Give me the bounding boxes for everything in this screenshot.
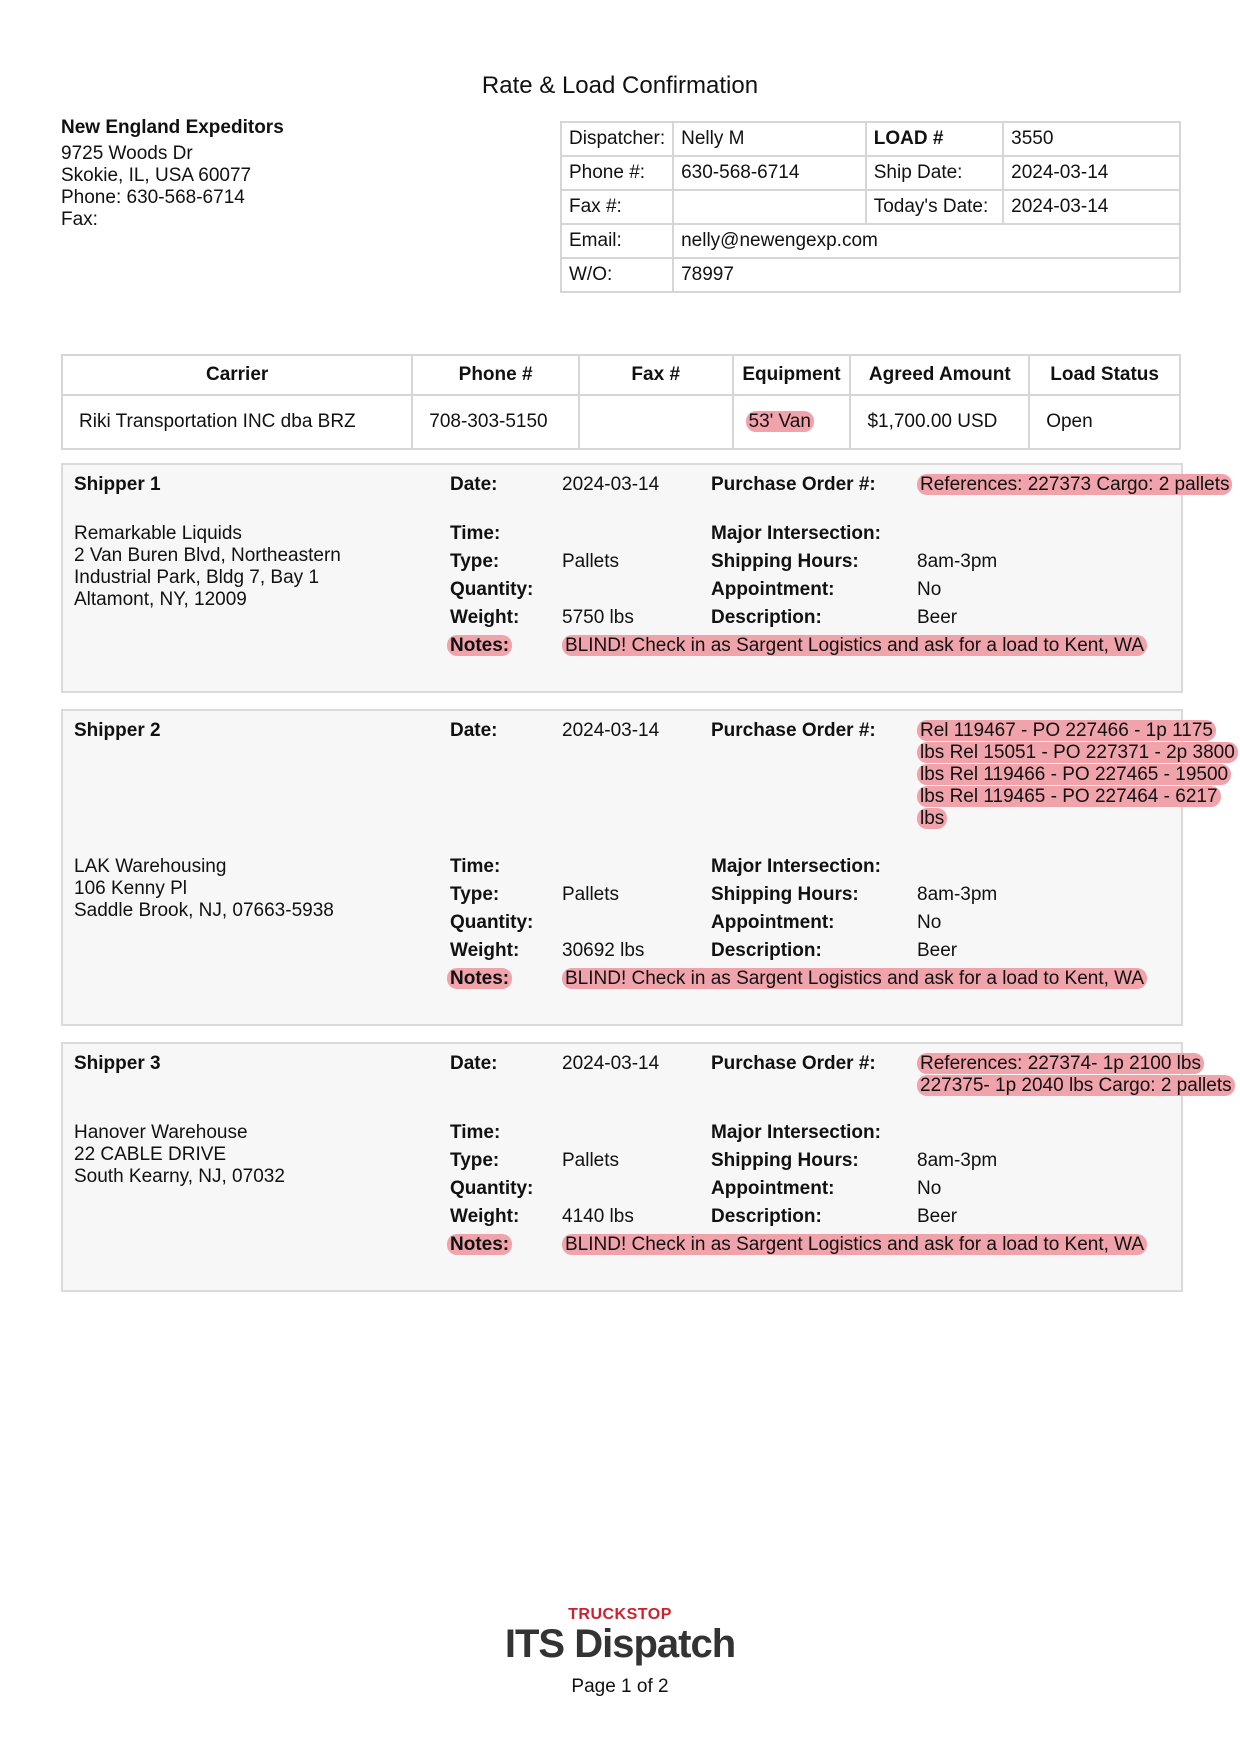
fax-value	[673, 190, 866, 224]
po-label: Purchase Order #:	[711, 1053, 876, 1074]
major-intersection-label: Major Intersection:	[711, 856, 881, 877]
date-value: 2024-03-14	[562, 474, 660, 495]
description-label: Description:	[711, 1206, 822, 1227]
notes-value: BLIND! Check in as Sargent Logistics and ask for a load to Kent, WA	[562, 1234, 1147, 1255]
type-label: Type:	[450, 1150, 500, 1171]
notes-value: BLIND! Check in as Sargent Logistics and ask for a load to Kent, WA	[562, 968, 1147, 989]
shipper-address	[74, 856, 334, 922]
col-carrier: Carrier	[62, 355, 412, 395]
fax-label: Fax #:	[561, 190, 673, 224]
shipper-address	[74, 1122, 285, 1188]
major-intersection-label: Major Intersection:	[711, 523, 881, 544]
phone-value: 630-568-6714	[673, 156, 866, 190]
todays-date-value: 2024-03-14	[1003, 190, 1180, 224]
company-address-line1: 9725 Woods Dr	[61, 143, 193, 164]
type-value: Pallets	[562, 1150, 620, 1171]
todays-date-label: Today's Date:	[866, 190, 1003, 224]
company-fax: Fax:	[61, 209, 98, 230]
work-order-value: 78997	[673, 258, 1180, 292]
appointment-value: No	[917, 579, 942, 600]
date-value: 2024-03-14	[562, 1053, 660, 1074]
quantity-label: Quantity:	[450, 579, 534, 600]
weight-label: Weight:	[450, 607, 520, 628]
col-phone: Phone #	[412, 355, 579, 395]
address-line2: Industrial Park, Bldg 7, Bay 1	[74, 567, 320, 588]
shipper-name: LAK Warehousing	[74, 856, 227, 877]
load-number-label: LOAD #	[866, 122, 1003, 156]
page-title: Rate & Load Confirmation	[481, 72, 759, 99]
truckstop-logo: TRUCKSTOP	[568, 1606, 672, 1623]
address-line1: 2 Van Buren Blvd, Northeastern	[74, 545, 341, 566]
notes-value: BLIND! Check in as Sargent Logistics and ask for a load to Kent, WA	[562, 635, 1147, 656]
shipper-title: Shipper 1	[74, 474, 161, 495]
address-line2: South Kearny, NJ, 07032	[74, 1166, 285, 1187]
type-label: Type:	[450, 551, 500, 572]
shipper-address	[74, 523, 341, 611]
notes-label: Notes:	[447, 968, 512, 989]
carrier-table	[61, 354, 1181, 450]
work-order-label: W/O:	[561, 258, 673, 292]
shipping-hours-label: Shipping Hours:	[711, 1150, 859, 1171]
notes-label: Notes:	[447, 1234, 512, 1255]
appointment-label: Appointment:	[711, 1178, 835, 1199]
po-value: Rel 119467 - PO 227466 - 1p 1175 lbs Rel 15051 - PO 227371 - 2p 3800 lbs Rel 119466 - PO 227465 - 19500 lbs Rel 119465 - PO 227464 - 6217 lbs	[917, 720, 1238, 829]
col-load-status: Load Status	[1029, 355, 1180, 395]
quantity-label: Quantity:	[450, 1178, 534, 1199]
email-value: nelly@newengexp.com	[673, 224, 1180, 258]
major-intersection-label: Major Intersection:	[711, 1122, 881, 1143]
shipping-hours-value: 8am-3pm	[917, 884, 998, 905]
appointment-label: Appointment:	[711, 579, 835, 600]
shipper-title: Shipper 2	[74, 720, 161, 741]
description-value: Beer	[917, 607, 958, 628]
col-agreed-amount: Agreed Amount	[850, 355, 1029, 395]
carrier-fax	[579, 395, 733, 449]
load-number-value: 3550	[1003, 122, 1180, 156]
dispatcher-value: Nelly M	[673, 122, 866, 156]
appointment-value: No	[917, 912, 942, 933]
quantity-label: Quantity:	[450, 912, 534, 933]
agreed-amount-value: $1,700.00 USD	[850, 395, 1029, 449]
type-value: Pallets	[562, 884, 620, 905]
address-line3: Altamont, NY, 12009	[74, 589, 247, 610]
shipper-title: Shipper 3	[74, 1053, 161, 1074]
description-label: Description:	[711, 607, 822, 628]
address-line2: Saddle Brook, NJ, 07663-5938	[74, 900, 334, 921]
shipping-hours-label: Shipping Hours:	[711, 551, 859, 572]
shipping-hours-value: 8am-3pm	[917, 551, 998, 572]
dispatch-info-table	[560, 121, 1181, 293]
email-label: Email:	[561, 224, 673, 258]
weight-value: 5750 lbs	[562, 607, 634, 628]
col-fax: Fax #	[579, 355, 733, 395]
shipping-hours-value: 8am-3pm	[917, 1150, 998, 1171]
weight-label: Weight:	[450, 940, 520, 961]
weight-value: 30692 lbs	[562, 940, 645, 961]
date-label: Date:	[450, 474, 498, 495]
address-line1: 106 Kenny Pl	[74, 878, 188, 899]
po-label: Purchase Order #:	[711, 474, 876, 495]
notes-label: Notes:	[447, 635, 512, 656]
time-label: Time:	[450, 1122, 501, 1143]
carrier-name: Riki Transportation INC dba BRZ	[62, 395, 412, 449]
col-equipment: Equipment	[733, 355, 851, 395]
description-value: Beer	[917, 940, 958, 961]
company-block	[61, 117, 284, 231]
its-dispatch-logo: ITS Dispatch	[504, 1622, 736, 1666]
date-value: 2024-03-14	[562, 720, 660, 741]
load-status-value: Open	[1029, 395, 1180, 449]
date-label: Date:	[450, 1053, 498, 1074]
ship-date-value: 2024-03-14	[1003, 156, 1180, 190]
appointment-value: No	[917, 1178, 942, 1199]
weight-label: Weight:	[450, 1206, 520, 1227]
description-label: Description:	[711, 940, 822, 961]
type-value: Pallets	[562, 551, 620, 572]
po-value: References: 227373 Cargo: 2 pallets	[917, 474, 1232, 495]
time-label: Time:	[450, 856, 501, 877]
type-label: Type:	[450, 884, 500, 905]
shipper-card	[61, 709, 1235, 1026]
weight-value: 4140 lbs	[562, 1206, 634, 1227]
shipper-name: Remarkable Liquids	[74, 523, 242, 544]
dispatcher-label: Dispatcher:	[561, 122, 673, 156]
ship-date-label: Ship Date:	[866, 156, 1003, 190]
company-address-line2: Skokie, IL, USA 60077	[61, 165, 252, 186]
shipper-card	[61, 463, 1230, 693]
equipment-value: 53' Van	[746, 411, 814, 432]
date-label: Date:	[450, 720, 498, 741]
shipper-name: Hanover Warehouse	[74, 1122, 248, 1143]
company-name: New England Expeditors	[61, 117, 284, 138]
page-number: Page 1 of 2	[571, 1676, 669, 1697]
shipper-card	[61, 1042, 1232, 1292]
company-phone: Phone: 630-568-6714	[61, 187, 245, 208]
po-label: Purchase Order #:	[711, 720, 876, 741]
carrier-phone: 708-303-5150	[412, 395, 579, 449]
po-value: References: 227374- 1p 2100 lbs 227375- 1p 2040 lbs Cargo: 2 pallets	[917, 1053, 1235, 1096]
appointment-label: Appointment:	[711, 912, 835, 933]
description-value: Beer	[917, 1206, 958, 1227]
shipping-hours-label: Shipping Hours:	[711, 884, 859, 905]
phone-label: Phone #:	[561, 156, 673, 190]
time-label: Time:	[450, 523, 501, 544]
address-line1: 22 CABLE DRIVE	[74, 1144, 227, 1165]
